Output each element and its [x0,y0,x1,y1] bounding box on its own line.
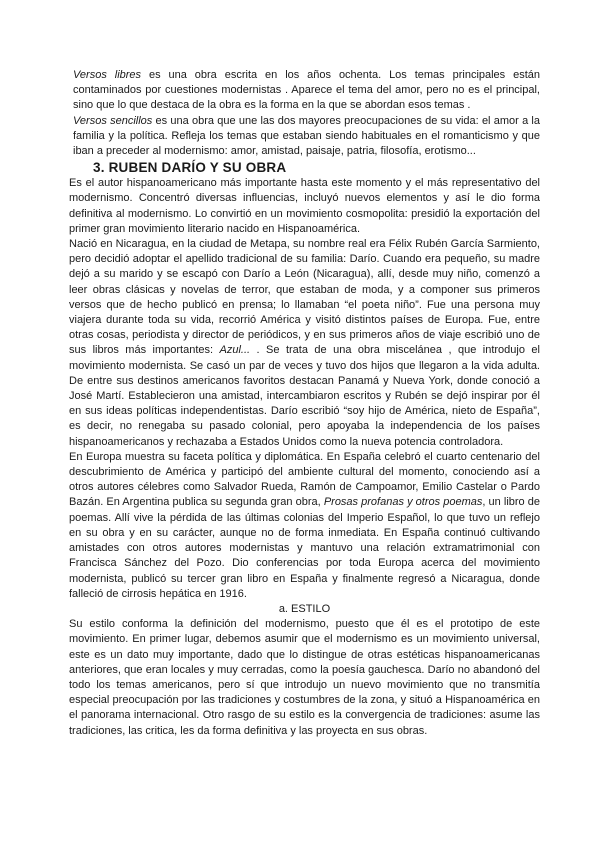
paragraph-biografia [69,237,540,450]
intro-versos-libres-text: es una obra escrita en los años ochenta. Los temas principales están contaminados por cuestiones modernistas . Aparece el tema del amor, pero no es el principal, sino que lo que destaca de la obra es la forma en la que se abordan esos temas . [73,69,541,112]
book-title-versos-libres: Versos libres [73,69,142,81]
intro-versos-libres [73,68,540,114]
section-heading-ruben-dario: 3. RUBEN DARÍO Y SU OBRA [93,160,287,176]
biografia-text-after: . Se trata de una obra miscelánea , que introdujo el movimiento modernista. Se casó un par de veces y tuvo dos hijos que llegaron a la vida adulta. De entre sus destinos americanos favoritos destacan Panamá y Nueva York, donde conoció a José Martí. Establecieron una amistad, intercambiaron escritos y Rubén se dejó inspirar por él en sus ideas políticas independentistas. Darío escribió “soy hijo de América, nieto de España”, es decir, no renegaba su pasado colonial, pero apoyaba la independencia de los países hispanoamericanos y rechazaba a Estados Unidos como la nueva potencia controladora. [69,344,540,448]
intro-versos-sencillos [73,114,540,160]
subsection-heading-estilo: a. ESTILO [278,602,331,615]
section-ruben-dario-body [69,176,540,739]
book-title-prosas-profanas: Prosas profanas y otros poemas [323,496,483,509]
book-title-versos-sencillos: Versos sencillos [73,114,153,127]
paragraph-autor: Es el autor hispanoamericano más importante hasta este momento y el más representativo del modernismo. Concentró diversas influencias, incluyó nuevos elementos y así le dio forma definitiva al modernismo. Lo convirtió en un movimiento cosmopolita: presidió la exportación del primer gran movimiento literario nacido en Hispanoamérica. [69,177,540,235]
europa-text-after: , un libro de poemas. Allí vive la pérdida de las últimas colonias del Imperio Español, lo que tuvo un reflejo en su obra y en su carácter, aunque no de forma inmediata. En España continuó cultivando amistades con otros autores modernistas y mantuvo una relación extramatrimonial con Francisca Sánchez del Pozo. Dio conferencias por toda Europa acerca del movimiento modernista, publicó su tercer gran libro en España y finalmente regresó a Nicaragua, donde falleció de cirrosis hepática en 1916. [69,496,541,600]
paragraph-estilo: Su estilo conforma la definición del modernismo, puesto que él es el prototipo de este movimiento. En primer lugar, debemos asumir que el modernismo es un movimiento universal, este es un dato muy importante, dado que lo distingue de otras estéticas hispanoamericanas anteriores, que eran locales y muy cerradas, como la poesía gauchesca. Darío no abandonó del todo los temas americanos, pero sí que introdujo un nuevo movimiento que no transmitía especial preocupación por las tradiciones y costumbres de la zona, y situó a Hispanoamérica en el panorama internacional. Otro rasgo de su estilo es la convergencia de tradiciones: asume las tradiciones, las critica, les da forma definitiva y las proyecta en sus obras. [69,618,540,737]
book-title-azul: Azul... [219,344,251,357]
intro-versos-sencillos-text: es una obra que une las dos mayores preocupaciones de su vida: el amor a la familia y la política. Refleja los temas que estaban siendo habituales en el romanticismo y que iban a preceder al modernismo: amor, amistad, paisaje, patria, filosofía, erotismo... [73,114,540,158]
biografia-text: Nació en Nicaragua, en la ciudad de Metapa, su nombre real era Félix Rubén García Sarmiento, pero decidió adoptar el apellido tradicional de su familia: Darío. Cuando era pequeño, su madre dejó a su marido y se escapó con Darío a León (Nicaragua), allí, desde muy niño, comenzó a leer obras clásicas y novelas de terror, que estaban de moda, y a componer sus primeros versos que de hecho publicó en prensa; lo llamaban “el poeta niño”. Fue una persona muy viajera durante toda su vida, recorrió América y visitó distintos países de Europa. Fue, entre otras cosas, periodista y director de periódicos, y en sus primeros años de viaje escribió uno de sus libros más importantes: [69,238,540,357]
paragraph-europa [69,450,540,602]
europa-text: En Europa muestra su faceta política y diplomática. En España celebró el cuarto centenario del descubrimiento de América y participó del ambiente cultural del momento, conociendo así a otros autores célebres como Salvador Rueda, Ramón de Campoamor, Emilio Castelar o Pardo Bazán. En Argentina publica su segunda gran obra, [69,450,540,509]
